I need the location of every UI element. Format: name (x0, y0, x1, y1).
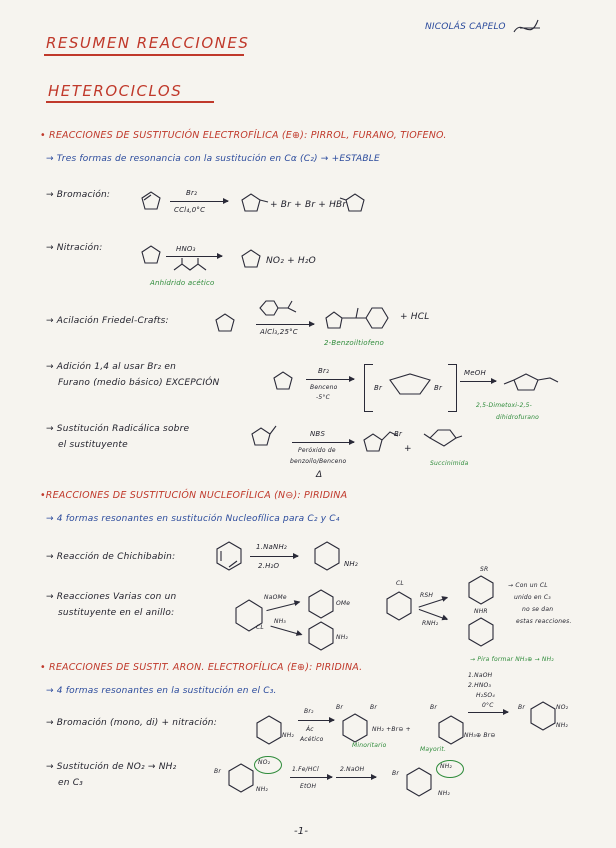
radical-initiator-2: benzoílo/Benceno (290, 458, 347, 465)
amine-reagent: RNH₂ (422, 620, 439, 627)
acylation-note: 2-Benzoiltiofeno (324, 339, 385, 347)
nh2-label: NH₂ (438, 790, 451, 797)
minor-product-note: Minoritario (352, 742, 387, 749)
sec3-heading: • REACCIONES DE SUSTIT. ARON. ELECTROFÍLICA (E⊕): PIRIDINA. (40, 662, 363, 673)
furan-icon (268, 370, 298, 396)
various-label-2: sustituyente en el anillo: (58, 608, 175, 618)
various-label-1: → Reacciones Varias con un (46, 592, 177, 602)
reduction-label-1: → Sustitución de NO₂ → NH₂ (46, 762, 177, 772)
methoxypyridine-icon (306, 588, 336, 620)
bromination-conditions: CCl₄,0°C (174, 206, 206, 214)
signature-icon (512, 14, 542, 40)
ammonium-label: NH₃⊕ Br⊖ (464, 732, 496, 739)
nitration-temp: 0°C (482, 702, 494, 709)
br-label: Br (214, 768, 221, 775)
section-title-underline (46, 101, 214, 103)
reduction-label-2: en C₃ (58, 778, 83, 788)
addition-temp: -5°C (316, 394, 330, 401)
aminopyridine-icon (312, 540, 342, 574)
acetic-label: Acético (300, 736, 324, 743)
methylthiophene-icon (246, 424, 280, 452)
cl-label: CL (256, 624, 264, 631)
reaction-arrow (250, 556, 298, 557)
reaction-arrow (266, 602, 299, 611)
thiophene-icon (210, 312, 240, 338)
thiophene-icon (136, 244, 166, 270)
nitration-acid: H₂SO₄ (476, 692, 495, 699)
amine-label: NH₂ (344, 560, 358, 568)
acid-label: Ác (306, 726, 314, 733)
benzoyl-chloride-icon (258, 298, 304, 320)
br-label: Br (336, 704, 343, 711)
thiol-reagent: RSH (420, 592, 434, 599)
sec2-heading: •REACCIONES DE SUSTITUCIÓN NUCLEOFÍLICA (N⊖): PIRIDINA (40, 490, 348, 501)
addition-note-2: dihidrofurano (496, 414, 540, 421)
title-underline (44, 54, 244, 56)
bromination-reagent: Br₂ (186, 189, 198, 197)
page-title: RESUMEN REACCIONES (46, 34, 250, 52)
sec3-note: → 4 formas resonantes en la sustitución en el C₃. (46, 686, 277, 696)
ome-label: OMe (336, 600, 351, 607)
chichibabin-reagent: 1.NaNH₂ (256, 543, 287, 551)
radical-note: Succinimida (430, 460, 469, 467)
ethanol-solvent: EtOH (300, 783, 317, 790)
radical-reagent: NBS (310, 430, 326, 438)
reaction-arrow (460, 381, 496, 382)
chichibabin-label: → Reacción de Chichibabin: (46, 552, 176, 562)
ammonia-reagent: NH₃ (274, 618, 287, 625)
acylation-byproduct: + HCL (400, 312, 430, 322)
addition-note-1: 2,5-Dimetoxi-2,5- (476, 402, 533, 409)
acylation-label: → Acilación Friedel-Crafts: (46, 316, 169, 326)
nitration-step-2: 2.HNO₃ (468, 682, 492, 689)
heat-symbol: Δ (316, 470, 323, 480)
reaction-arrow (298, 720, 334, 721)
bromoaminopyridine-icon (436, 714, 466, 746)
nitration-reagent: HNO₃ (176, 245, 196, 253)
br-label: Br (434, 384, 443, 392)
reaction-arrow (292, 442, 354, 443)
sec3-bromination-label: → Bromación (mono, di) + nitración: (46, 718, 217, 728)
benzoylthiophene-icon (322, 300, 392, 334)
addition-reagent: Br₂ (318, 367, 330, 375)
br-label: Br (370, 704, 377, 711)
nitrothiophene-icon (236, 248, 266, 274)
acylation-conditions: AlCl₃,25°C (260, 328, 298, 336)
nitration-note: Anhídrido acético (150, 279, 215, 287)
nh2-label: NH₂ (256, 786, 269, 793)
various-note-4: estas reacciones. (516, 618, 572, 625)
sr-label: SR (480, 566, 489, 573)
acetic-anhydride-icon (172, 258, 218, 274)
sec1-note: → Tres formas de resonancia con la sustitución en Cα (C₂) → +ESTABLE (46, 154, 380, 164)
reaction-arrow (170, 201, 228, 202)
reaction-arrow (468, 712, 508, 713)
sec1-heading: • REACCIONES DE SUSTITUCIÓN ELECTROFÍLICA (E⊕): PIRROL, FURANO, TIOFENO. (40, 130, 447, 141)
nh2-label: NH₂ (556, 722, 569, 729)
sec3-green-note: → Pira formar NH₃⊕ → NH₂ (470, 656, 554, 663)
radical-initiator-1: Peróxido de (298, 447, 336, 454)
nh2-label: NH₂ (440, 763, 453, 770)
no2-label: NO₂ (258, 759, 271, 766)
pyridine-icon (214, 540, 244, 574)
sec3-br2-reagent: Br₂ (304, 708, 314, 715)
bromothiophene-icon (236, 192, 266, 218)
chichibabin-workup: 2.H₂O (258, 562, 280, 570)
br-label: Br (430, 704, 437, 711)
nitration-label: → Nitración: (46, 243, 103, 253)
page-number: -1- (294, 826, 309, 837)
nitration-step-1: 1.NaOH (468, 672, 493, 679)
reaction-arrow (419, 609, 448, 620)
nitroaminopyridine-icon (528, 700, 558, 732)
plus-sign: + (404, 444, 412, 454)
br-label: Br (392, 770, 399, 777)
reaction-arrow (256, 324, 314, 325)
bromination-label: → Bromación: (46, 190, 111, 200)
methanol-reagent: MeOH (464, 369, 486, 377)
succinimide-icon (420, 424, 466, 458)
dimethoxy-dihydrofuran-icon (500, 370, 570, 396)
4-chloropyridine-icon (384, 590, 414, 624)
sec2-note: → 4 formas resonantes en sustitución Nucleofílica para C₂ y C₄ (46, 514, 340, 524)
iron-reagent: 1.Fe/HCl (292, 766, 319, 773)
reaction-arrow (306, 379, 354, 380)
diaminobromopyridine-icon (404, 766, 438, 800)
dibromoaminopyridine-icon (340, 712, 374, 744)
various-note-3: no se dan (522, 606, 554, 613)
nh2-label: NH₂ (336, 634, 349, 641)
byproduct-label: NH₂ +Br⊖ + (372, 726, 411, 733)
radical-label-1: → Sustitución Radicálica sobre (46, 424, 190, 434)
thioether-pyridine-icon (466, 574, 496, 606)
br-label: Br (518, 704, 525, 711)
methoxide-reagent: NaOMe (264, 594, 287, 601)
nhr-label: NHR (474, 608, 488, 615)
addition-solvent: Benceno (310, 384, 338, 391)
aminopyridine-icon (466, 616, 496, 648)
reaction-arrow (166, 256, 222, 257)
author-name: NICOLÁS CAPELO (425, 22, 506, 32)
aminopyridine-icon (306, 620, 336, 652)
addition-label-1: → Adición 1,4 al usar Br₂ en (46, 362, 176, 372)
nitration-product: NO₂ + H₂O (266, 256, 316, 266)
reaction-arrow (270, 626, 301, 636)
base-reagent: 2.NaOH (340, 766, 365, 773)
aminopyridine-icon (254, 714, 284, 746)
br-label: Br (374, 384, 383, 392)
cl-label: CL (396, 580, 404, 587)
no2-label: NO₂ (556, 704, 569, 711)
nh2-label: NH₂ (282, 732, 295, 739)
major-product-note: Mayorit. (420, 746, 447, 753)
radical-label-2: el sustituyente (58, 440, 128, 450)
reaction-arrow (290, 777, 332, 778)
thiophene-icon (136, 190, 166, 216)
section-title: HETEROCICLOS (48, 82, 183, 100)
addition-label-2: Furano (medio básico) EXCEPCIÓN (58, 378, 220, 388)
various-note-1: → Con un CL (508, 582, 548, 589)
bromination-products: + Br + Br + HBr (270, 200, 347, 210)
various-note-2: unido en C₃ (514, 594, 551, 601)
bracket-right (448, 364, 457, 412)
reaction-arrow (336, 777, 376, 778)
br-label: Br (394, 430, 403, 438)
